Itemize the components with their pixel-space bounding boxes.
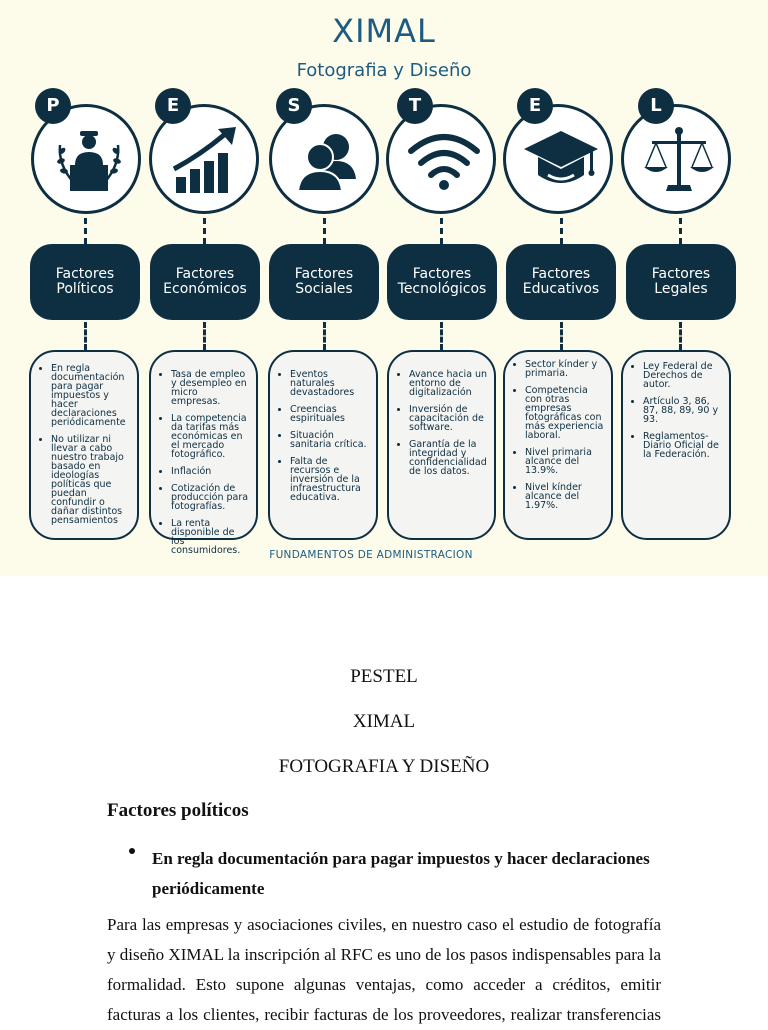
list-item: • En regla documentación para pagar impuestos y hacer declaraciones periódicamente bbox=[51, 364, 131, 427]
icon-circle bbox=[386, 104, 496, 214]
pill-label-line2: Tecnológicos bbox=[397, 281, 487, 297]
list-item: • Falta de recursos e inversión de la infraestructura educativa. bbox=[290, 457, 370, 502]
infographic-footer: FUNDAMENTOS DE ADMINISTRACION bbox=[269, 549, 473, 561]
list-item: • Cotización de producción para fotografías. bbox=[171, 484, 250, 511]
infographic-title: XIMAL bbox=[332, 12, 436, 50]
card-factores-tecnologicos bbox=[387, 350, 496, 540]
pill-label-line2: Económicos bbox=[163, 281, 247, 297]
list-item: • Competencia con otras empresas fotográficas con más experiencia laboral. bbox=[525, 386, 605, 440]
list-item: • Sector kínder y primaria. bbox=[525, 360, 605, 378]
card-factores-economicos bbox=[149, 350, 258, 556]
pill-factores-legales bbox=[626, 244, 736, 320]
pestel-column-tecnologicos bbox=[385, 0, 505, 576]
pestel-column-politicos bbox=[27, 0, 147, 576]
letter-badge: L bbox=[638, 88, 674, 124]
pill-label-line2: Educativos bbox=[522, 281, 600, 297]
wifi-icon bbox=[407, 125, 481, 199]
card-factores-educativos bbox=[503, 350, 613, 540]
list-item: • Inversión de capacitación de software. bbox=[409, 405, 488, 432]
connector-line bbox=[203, 322, 206, 350]
list-item: • Avance hacia un entorno de digitalización bbox=[409, 370, 488, 397]
bullet-text: En regla documentación para pagar impuestos y hacer declaraciones periódicamente bbox=[152, 849, 650, 898]
list-item: • Reglamentos- Diario Oficial de la Federación. bbox=[643, 432, 723, 459]
pill-factores-sociales bbox=[269, 244, 379, 320]
list-item: • Eventos naturales devastadores bbox=[290, 370, 370, 397]
list-item: • La competencia da tarifas más económicas en el mercado fotográfico. bbox=[171, 414, 250, 459]
letter-badge: P bbox=[35, 88, 71, 124]
list-item: • La renta disponible de los consumidores. bbox=[171, 519, 250, 555]
infographic-subtitle: Fotografia y Diseño bbox=[296, 60, 472, 81]
letter-badge: S bbox=[276, 88, 312, 124]
letter-badge: T bbox=[397, 88, 433, 124]
graduation-cap-icon bbox=[524, 125, 598, 199]
icon-circle bbox=[621, 104, 731, 214]
list-item: • Creencias espirituales bbox=[290, 405, 370, 423]
list-item: • Nivel kínder alcance del 1.97%. bbox=[525, 483, 605, 510]
pill-label-line2: Políticos bbox=[56, 281, 114, 297]
pill-factores-tecnologicos bbox=[387, 244, 497, 320]
document-title: PESTEL bbox=[350, 666, 418, 687]
card-factores-legales bbox=[621, 350, 731, 540]
list-item: • Garantía de la integridad y confidencialidad de los datos. bbox=[409, 440, 488, 476]
connector-line bbox=[679, 218, 682, 244]
connector-line bbox=[440, 322, 443, 350]
list-item: • Inflación bbox=[171, 467, 250, 476]
pill-label-line1: Factores bbox=[55, 266, 115, 282]
card-factores-politicos bbox=[29, 350, 139, 540]
pill-label-line1: Factores bbox=[531, 266, 591, 282]
icon-circle bbox=[503, 104, 613, 214]
pestel-column-sociales bbox=[266, 0, 386, 576]
scales-icon bbox=[642, 125, 716, 199]
pestel-column-educativos bbox=[503, 0, 623, 576]
document-subtitle: FOTOGRAFIA Y DISEÑO bbox=[278, 756, 490, 777]
pill-label-line1: Factores bbox=[651, 266, 711, 282]
list-item: • Ley Federal de Derechos de autor. bbox=[643, 362, 723, 389]
people-icon bbox=[290, 125, 364, 199]
list-item: • Nivel primaria alcance del 13.9%. bbox=[525, 448, 605, 475]
pestel-column-legales bbox=[620, 0, 740, 576]
connector-line bbox=[84, 322, 87, 350]
section-heading: Factores políticos bbox=[107, 800, 249, 821]
pill-label-line1: Factores bbox=[412, 266, 472, 282]
connector-line bbox=[560, 218, 563, 244]
pill-label-line2: Legales bbox=[654, 281, 708, 297]
connector-line bbox=[203, 218, 206, 244]
pestel-column-economicos bbox=[146, 0, 266, 576]
connector-line bbox=[84, 218, 87, 244]
list-item: • Artículo 3, 86, 87, 88, 89, 90 y 93. bbox=[643, 397, 723, 424]
pill-label-line1: Factores bbox=[294, 266, 354, 282]
growth-chart-icon bbox=[170, 125, 244, 199]
list-item: • Tasa de empleo y desempleo en micro empresas. bbox=[171, 370, 250, 406]
list-item: • No utilizar ni llevar a cabo nuestro trabajo basado en ideologías políticas que puedan confundir o dañar distintos pensamientos bbox=[51, 435, 131, 525]
document-company: XIMAL bbox=[352, 711, 416, 732]
letter-badge: E bbox=[155, 88, 191, 124]
connector-line bbox=[323, 218, 326, 244]
document-body bbox=[0, 576, 768, 1024]
connector-line bbox=[440, 218, 443, 244]
bullet-dot bbox=[129, 848, 135, 854]
body-paragraph: Para las empresas y asociaciones civiles, en nuestro caso el estudio de fotografía y diseño XIMAL la inscripción al RFC es uno de los pasos indispensables para la formalidad. Esto supone algunas ventajas, como acceder a créditos, emitir facturas a los clientes, recibir facturas de los proveedores, realizar transferencias bbox=[107, 915, 661, 1024]
connector-line bbox=[323, 322, 326, 350]
pill-label-line1: Factores bbox=[175, 266, 235, 282]
connector-line bbox=[560, 322, 563, 350]
list-item: • Situación sanitaria crítica. bbox=[290, 431, 370, 449]
pill-factores-politicos bbox=[30, 244, 140, 320]
letter-badge: E bbox=[517, 88, 553, 124]
politician-icon bbox=[52, 125, 126, 199]
pill-label-line2: Sociales bbox=[295, 281, 353, 297]
card-factores-sociales bbox=[268, 350, 378, 540]
pill-factores-educativos bbox=[506, 244, 616, 320]
connector-line bbox=[679, 322, 682, 350]
pill-factores-economicos bbox=[150, 244, 260, 320]
